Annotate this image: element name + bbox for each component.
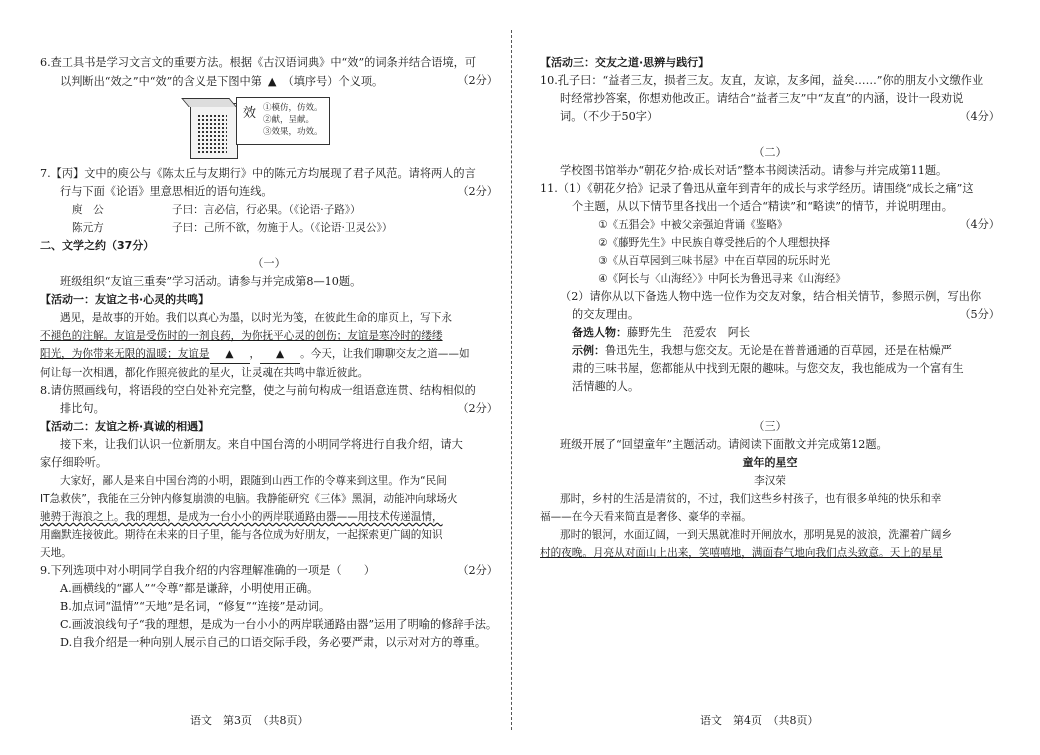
plot-4: ④《阿长与〈山海经〉》中阿长为鲁迅寻来《山海经》 [598, 273, 846, 285]
essay-author: 李汉荣 [754, 475, 786, 487]
q11-1-line-1: 11.（1）《朝花夕拾》记录了鲁迅从童年到青年的成长与求学经历。请围绕“成长之痛”这 [540, 182, 974, 195]
example-line-2: 肃的三味书屋，您都能从中找到无限的趣味。与您交友，我也能成为一个富有生 [572, 362, 964, 375]
plot-2: ②《藤野先生》中民族自尊受挫后的个人理想抉择 [598, 237, 830, 249]
dictionary-book-icon [190, 103, 238, 159]
right-page-footer: 语文 第4页 （共8页） [700, 714, 819, 727]
q10-line-1: 10.孔子曰：“益者三友，损者三友。友直，友谅，友多闻，益矣……”你的朋友小文缴作业 [540, 74, 984, 87]
q9-option-c: C.画波浪线句子“我的理想，是成为一台小小的两岸联通路由器”运用了明喻的修辞手法。 [60, 618, 498, 631]
q8-points: （2分） [457, 402, 498, 415]
blank-2: ▲ [260, 345, 300, 364]
intro-2-line-2: 家仔细聆听。 [40, 456, 108, 469]
example-line-3: 活情趣的人。 [572, 380, 640, 393]
speech-line-3: 驰骋于海浪之上。我的理想，是成为一台小小的两岸联通路由器——用技术传递温情， [40, 511, 443, 523]
q7-line1: 7.【丙】文中的庾公与《陈太丘与友期行》中的陈元方均展现了君子风范。请将两人的言 [40, 167, 476, 180]
dictionary-illustration [190, 97, 498, 161]
blank-1: ▲ [210, 345, 250, 364]
q11-2-line-2: 的交友理由。 （5分） [540, 306, 1000, 324]
speech-line-2: IT急救侠”，我能在三分钟内修复崩溃的电脑。我静能研究《三体》黑洞，动能冲向球场火 [40, 493, 458, 505]
speech-line-4: 用幽默连接彼此。期待在未来的日子里，能与各位成为好朋友，一起探索更广阔的知识 [40, 529, 443, 541]
q6-points: （2分） [457, 74, 498, 87]
subsection-3: （三） [753, 420, 787, 433]
example-line-1: 示例：鲁迅先生，我想与您交友。无论是在普普通通的百草园，还是在枯燥严 [572, 344, 952, 357]
page-divider [511, 30, 512, 730]
intro-3: 学校图书馆举办“朝花夕拾·成长对话”整本书阅读活动。请参与并完成第11题。 [560, 164, 948, 177]
left-page [0, 0, 510, 755]
left-page-footer: 语文 第3页 （共8页） [190, 714, 309, 727]
q7-points: （2分） [457, 185, 498, 198]
essay-line-3: 那时的银河，水面辽阔，一到天黑就准时开闸放水，那明晃晃的波浪，洗濯着广阔乡 [560, 529, 952, 541]
q9-line1: 9.下列选项中对小明同学自我介绍的内容理解准确的一项是（ ） （2分） [40, 562, 498, 580]
activity-3-heading: 【活动三：交友之道·思辨与践行】 [540, 56, 710, 69]
essay-title: 童年的星空 [742, 456, 798, 469]
q10-line-2: 时经常抄答案，你想劝他改正。请结合“益者三友”中“友直”的内涵，设计一段劝说 [560, 92, 964, 105]
plot-1: ①《五猖会》中被父亲强迫背诵《鉴略》 [598, 219, 788, 231]
subsection-2: （二） [753, 146, 787, 159]
q11-2-points: （5分） [959, 308, 1000, 321]
q11-1-line-2: 个主题，从以下情节里各找出一个适合“精读”和“略读”的情节，并说明理由。 [572, 200, 953, 213]
q9-option-d: D.自我介绍是一种向别人展示自己的口语交际手段，务必要严肃，以示对对方的尊重。 [60, 636, 487, 649]
passage-line-4: 何让每一次相遇，都化作照亮彼此的星火，让灵魂在共鸣中靠近彼此。 [40, 367, 369, 379]
q9-points: （2分） [457, 564, 498, 577]
passage-line-2: 不褪色的注解。友谊是受伤时的一剂良药，为你抚平心灵的创伤；友谊是寒冷时的缕缕 [40, 330, 443, 342]
q7-row-1: 庾 公 子曰：言必信，行必果。（《论语·子路》） [72, 204, 361, 216]
q7-line2: 行与下面《论语》里意思相近的语句连线。 （2分） [40, 183, 498, 201]
entry-def-3: ③效果，功效。 [263, 127, 323, 137]
q8-line2: 排比句。 （2分） [40, 400, 498, 418]
section-heading: 二、文学之约（37分） [40, 239, 155, 252]
entry-def-2: ②献，呈献。 [263, 115, 315, 125]
q9-option-b: B.加点词“温情”“天地”是名词，“修复”“连接”是动词。 [60, 600, 331, 613]
q11-1-points: （4分） [959, 218, 1000, 231]
essay-line-4: 村的夜晚。月亮从对面山上出来，笑嘻嘻地，满面春气地向我们点头致意。天上的星星 [540, 547, 943, 559]
speech-line-1: 大家好，鄙人是来自中国台湾的小明，跟随到山西工作的令尊来到这里。作为“民间 [60, 475, 447, 487]
intro-2-line-1: 接下来，让我们认识一位新朋友。来自中国台湾的小明同学将进行自我介绍，请大 [60, 438, 463, 451]
answer-blank-triangle: ▲ [267, 74, 277, 88]
essay-line-1: 那时，乡村的生活是清贫的，不过，我们这些乡村孩子，也有很多单纯的快乐和幸 [560, 493, 942, 505]
intro-4: 班级开展了“回望童年”主题活动。请阅读下面散文并完成第12题。 [560, 438, 888, 451]
passage-line-3: 阳光，为你带来无限的温暖；友谊是 ▲ ， ▲ 。今天，让我们聊聊交友之道——如 [40, 345, 498, 364]
q6-line2: 以判断出“效之”中“效”的含义是下图中第 ▲ （填序号）个义项。 （2分） [60, 74, 498, 88]
passage-line-1: 遇见，是故事的开始。我们以真心为墨，以时光为笺，在彼此生命的扉页上，写下永 [60, 312, 452, 324]
q7-row-2: 陈元方 子曰：己所不欲，勿施于人。（《论语·卫灵公》） [72, 222, 393, 234]
q10-points: （4分） [959, 110, 1000, 123]
q9-option-a: A.画横线的“鄙人”“令尊”都是谦辞，小明使用正确。 [60, 582, 319, 595]
speech-line-5: 天地。 [40, 547, 72, 559]
entry-def-1: ①模仿，仿效。 [263, 103, 323, 113]
q8-line1: 8.请仿照画线句，将语段的空白处补充完整，使之与前句构成一组语意连贯、结构相似的 [40, 384, 476, 397]
dictionary-entry [236, 97, 330, 145]
q10-line-3: 词。（不少于50字） （4分） [540, 108, 1000, 126]
activity-2-heading: 【活动二：友谊之桥·真诚的相遇】 [40, 420, 210, 433]
essay-line-2: 福——在今天看来简直是奢侈、豪华的幸福。 [540, 511, 752, 523]
entry-character: 效 [243, 106, 257, 121]
plot-3: ③《从百草园到三味书屋》中在百草园的玩乐时光 [598, 255, 830, 267]
candidates: 备选人物：藤野先生 范爱农 阿长 [572, 326, 751, 339]
intro-1: 班级组织“友谊三重奏”学习活动。请参与并完成第8—10题。 [60, 275, 362, 288]
activity-1-heading: 【活动一：友谊之书·心灵的共鸣】 [40, 293, 210, 306]
subsection-1: （一） [252, 257, 286, 270]
q11-2-line-1: （2）请你从以下备选人物中选一位作为交友对象，结合相关情节，参照示例，写出你 [560, 290, 982, 303]
q6-line1: 6.查工具书是学习文言文的重要方法。根据《古汉语词典》中“效”的词条并结合语境，可 [40, 56, 477, 69]
right-page [518, 0, 1040, 755]
